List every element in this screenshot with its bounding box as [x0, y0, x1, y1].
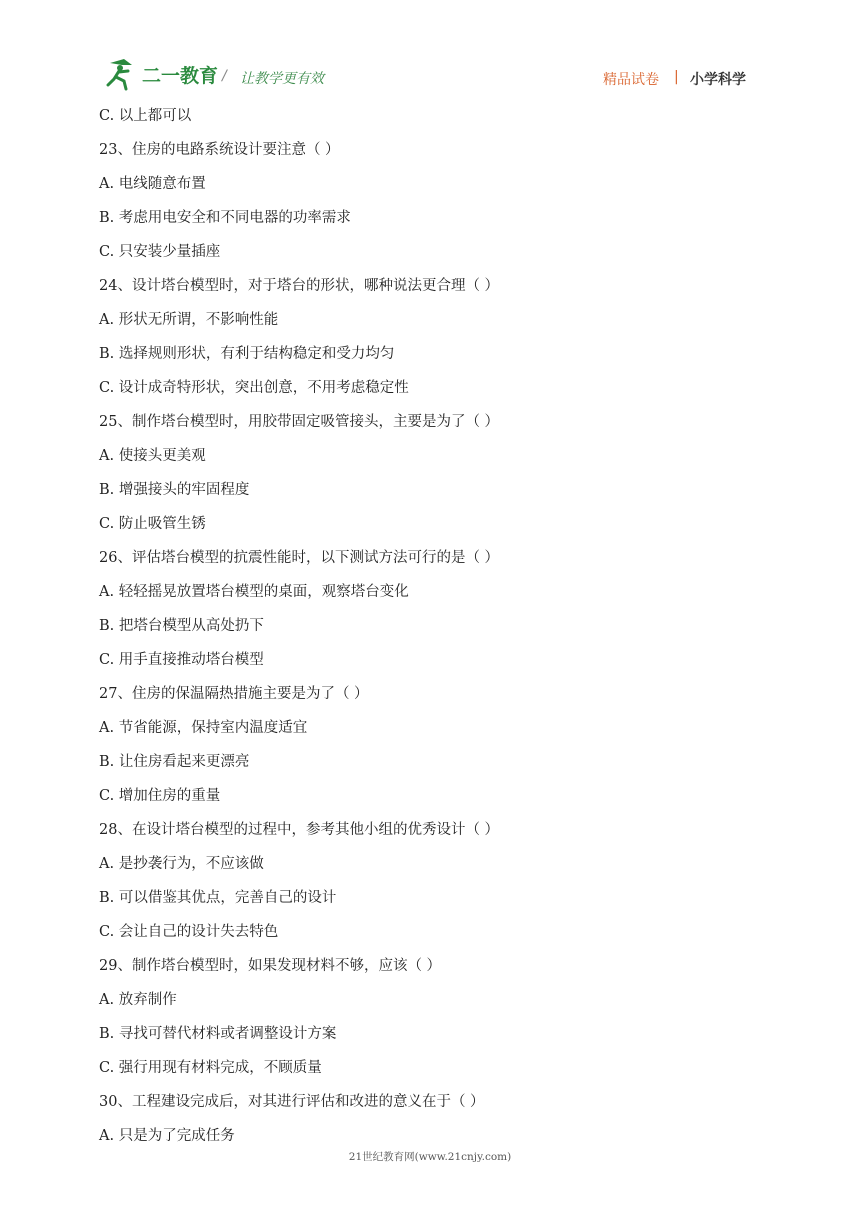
page-footer: 21世纪教育网(www.21cnjy.com): [348, 1151, 512, 1163]
question-list: [99, 104, 779, 1158]
answer-option: C. 强行用现有材料完成，不顾质量: [99, 1060, 322, 1076]
answer-option: B. 把塔台模型从高处扔下: [99, 618, 264, 634]
header-slogan: 让教学更有效: [240, 71, 324, 87]
answer-option: C. 防止吸管生锈: [99, 516, 206, 532]
answer-option: A. 节省能源，保持室内温度适宜: [99, 720, 308, 736]
answer-option: A. 只是为了完成任务: [99, 1128, 235, 1144]
answer-option: A. 使接头更美观: [99, 448, 206, 464]
answer-option: B. 增强接头的牢固程度: [99, 482, 250, 498]
answer-option: A. 电线随意布置: [99, 176, 206, 192]
page-header: [0, 0, 860, 100]
answer-option: B. 考虑用电安全和不同电器的功率需求: [99, 210, 351, 226]
answer-option: B. 可以借鉴其优点，完善自己的设计: [99, 890, 337, 906]
answer-option: C. 用手直接推动塔台模型: [99, 652, 264, 668]
answer-option: A. 轻轻摇晃放置塔台模型的桌面，观察塔台变化: [99, 584, 409, 600]
header-slash: /: [222, 68, 227, 84]
answer-option: B. 寻找可替代材料或者调整设计方案: [99, 1026, 337, 1042]
question-text: 26、评估塔台模型的抗震性能时，以下测试方法可行的是（ ）: [99, 550, 500, 566]
runner-logo-icon: [104, 57, 140, 91]
question-text: 29、制作塔台模型时，如果发现材料不够，应该（ ）: [99, 958, 442, 974]
header-tag-premium: 精品试卷: [603, 72, 659, 88]
logo-text: 二一教育: [142, 64, 219, 87]
answer-option: B. 选择规则形状，有利于结构稳定和受力均匀: [99, 346, 395, 362]
question-text: 28、在设计塔台模型的过程中，参考其他小组的优秀设计（ ）: [99, 822, 500, 838]
logo: [104, 56, 218, 92]
header-separator: |: [674, 69, 679, 85]
answer-option: A. 放弃制作: [99, 992, 177, 1008]
answer-option: A. 是抄袭行为，不应该做: [99, 856, 264, 872]
header-tag-subject: 小学科学: [690, 72, 746, 88]
answer-option: C. 增加住房的重量: [99, 788, 221, 804]
answer-option: B. 让住房看起来更漂亮: [99, 754, 250, 770]
question-text: 27、住房的保温隔热措施主要是为了（ ）: [99, 686, 369, 702]
question-text: 25、制作塔台模型时，用胶带固定吸管接头，主要是为了（ ）: [99, 414, 500, 430]
question-text: 23、住房的电路系统设计要注意（ ）: [99, 142, 340, 158]
question-text: 30、工程建设完成后，对其进行评估和改进的意义在于（ ）: [99, 1094, 485, 1110]
answer-option: C. 设计成奇特形状，突出创意，不用考虑稳定性: [99, 380, 409, 396]
question-text: 24、设计塔台模型时，对于塔台的形状，哪种说法更合理（ ）: [99, 278, 500, 294]
answer-option: A. 形状无所谓，不影响性能: [99, 312, 279, 328]
answer-option: C. 会让自己的设计失去特色: [99, 924, 279, 940]
answer-option: C. 以上都可以: [99, 108, 192, 124]
answer-option: C. 只安装少量插座: [99, 244, 221, 260]
